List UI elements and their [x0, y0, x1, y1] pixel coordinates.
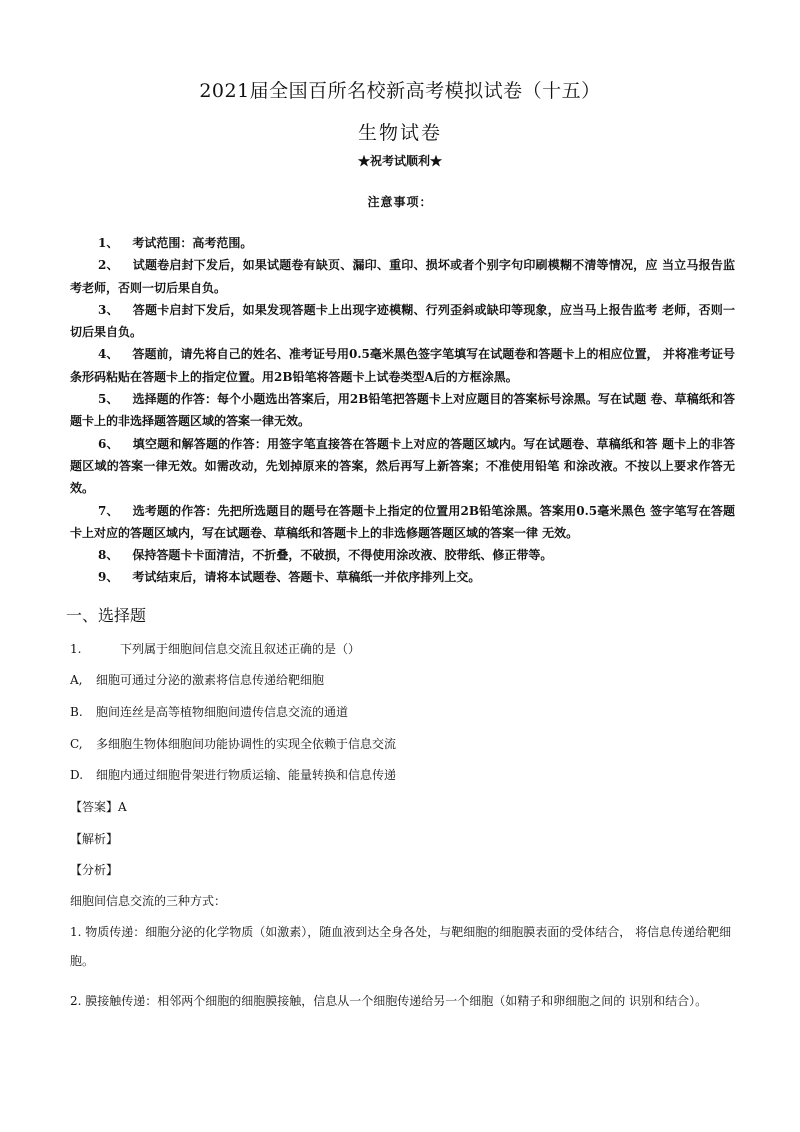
section-heading: 一、选择题 — [66, 606, 147, 625]
question-stem — [70, 640, 735, 657]
notice-number: 6、 — [98, 436, 119, 451]
answer-tag: 【答案】A — [70, 800, 127, 814]
notice-text: 选择题的作答：每个小题选出答案后，用2B铅笔把答题卡上对应题目的答案标号涂黑。写在试题 卷、草稿纸和答题卡上的非选择题答题区域的答案一律无效。 — [70, 392, 735, 429]
notice-item — [70, 299, 735, 344]
question-number: 1. — [70, 642, 82, 656]
point-number: 2. — [70, 994, 82, 1008]
notice-item — [70, 433, 735, 500]
notice-number: 5、 — [98, 392, 119, 407]
good-luck-line: ★祝考试顺利★ — [357, 154, 442, 168]
analysis-tag: 【分析】 — [70, 863, 119, 877]
notice-item — [70, 232, 735, 254]
option-label: B. — [70, 705, 83, 719]
notice-text: 答题前，请先将自己的姓名、准考证号用0.5毫米黑色签字笔填写在试题卷和答题卡上的相应位置， 并将准考证号条形码粘贴在答题卡上的指定位置。用2B铅笔将答题卡上试卷类型A后的方框涂黑。 — [70, 347, 735, 384]
option-text: 细胞内通过细胞骨架进行物质运输、能量转换和信息传递 — [96, 768, 397, 782]
notice-number: 7、 — [98, 503, 119, 518]
analysis-point — [70, 918, 735, 976]
option-label: D. — [70, 768, 84, 782]
notice-text: 考试范围：高考范围。 — [132, 236, 253, 250]
notice-text: 选考题的作答：先把所选题目的题号在答题卡上指定的位置用2B铅笔涂黑。答案用0.5毫米黑色 签字笔写在答题卡上对应的答题区域内，写在试题卷、草稿纸和答题卡上的非选修题答题区域的答案一律 无效。 — [70, 503, 735, 540]
page-subtitle: 生物试卷 — [357, 122, 442, 144]
point-number: 1. — [70, 925, 82, 939]
notice-number: 3、 — [98, 302, 119, 317]
option-label: A, — [70, 673, 83, 687]
option-c — [70, 735, 396, 752]
analysis-intro: 细胞间信息交流的三种方式： — [70, 894, 227, 908]
notice-item — [70, 500, 735, 545]
notice-number: 1、 — [98, 236, 119, 250]
notice-list — [70, 232, 735, 589]
notice-text: 考试结束后，请将本试题卷、答题卡、草稿纸一并依序排列上交。 — [132, 570, 481, 585]
question-text: 下列属于细胞间信息交流且叙述正确的是（） — [120, 642, 361, 656]
notice-text: 答题卡启封下发后，如果发现答题卡上出现字迹模糊、行列歪斜或缺印等现象，应当马上报告监考 老师，否则一切后果自负。 — [70, 302, 735, 340]
page-title: 2021届全国百所名校新高考模拟试卷（十五） — [199, 80, 601, 102]
option-text: 细胞可通过分泌的激素将信息传递给靶细胞 — [96, 673, 325, 687]
option-text: 胞间连丝是高等植物细胞间遗传信息交流的通道 — [96, 705, 349, 719]
notice-number: 8、 — [98, 548, 119, 563]
analysis-point — [70, 987, 735, 1016]
notice-item — [70, 388, 735, 433]
notice-text: 试题卷启封下发后，如果试题卷有缺页、漏印、重印、损坏或者个别字句印刷模糊不清等情况，应 当立马报告监考老师，否则一切后果自负。 — [70, 258, 735, 295]
notice-item — [70, 343, 735, 388]
notice-item — [70, 254, 735, 299]
notice-number: 2、 — [98, 258, 119, 273]
notice-text: 填空题和解答题的作答：用签字笔直接答在答题卡上对应的答题区域内。写在试题卷、草稿纸和答 题卡上的非答题区域的答案一律无效。如需改动，先划掉原来的答案，然后再写上新答案；不准使用铅笔 和涂改液。不按以上要求作答无效。 — [70, 436, 735, 496]
point-text: 膜接触传递：相邻两个细胞的细胞膜接触，信息从一个细胞传递给另一个细胞（如精子和卵细胞之间的 识别和结合）。 — [85, 994, 708, 1008]
option-b — [70, 703, 348, 720]
notice-text: 保持答题卡卡面清洁，不折叠，不破损，不得使用涂改液、胶带纸、修正带等。 — [132, 548, 553, 563]
notice-number: 4、 — [98, 347, 119, 362]
notice-item — [70, 566, 735, 588]
option-text: 多细胞生物体细胞间功能协调性的实现全依赖于信息交流 — [96, 737, 397, 751]
option-d — [70, 766, 396, 783]
notice-number: 9、 — [98, 570, 119, 585]
option-a — [70, 671, 324, 688]
notice-item — [70, 544, 735, 566]
point-text: 物质传递：细胞分泌的化学物质（如激素），随血液到达全身各处，与靶细胞的细胞膜表面的受体结合， 将信息传递给靶细胞。 — [70, 925, 732, 968]
notice-heading: 注意事项： — [367, 195, 433, 209]
option-label: C, — [70, 737, 83, 751]
explanation-tag: 【解析】 — [70, 832, 119, 846]
